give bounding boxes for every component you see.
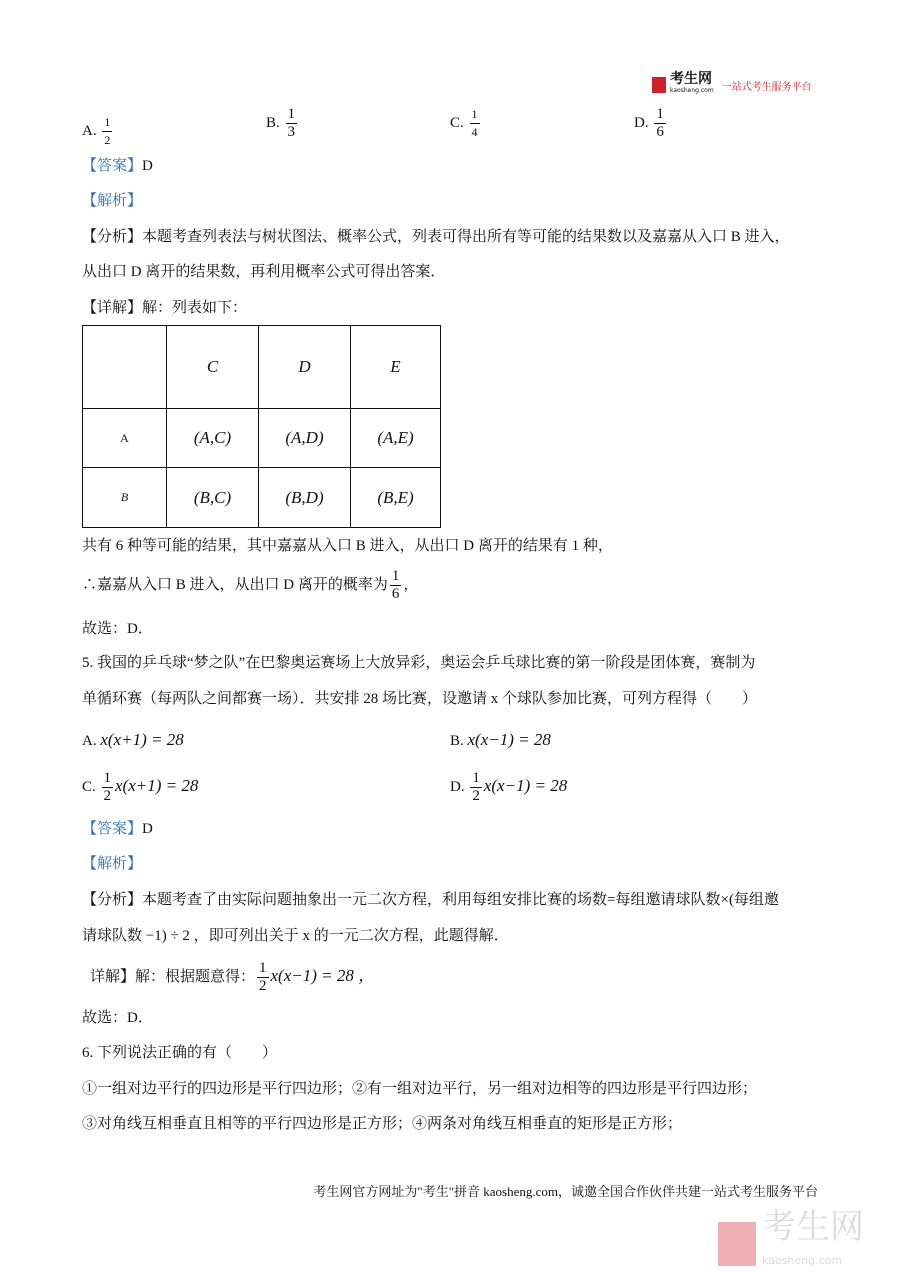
answer: 【答案】D	[82, 158, 153, 174]
q5-analysis-cont: 请球队数 −1) ÷ 2 ，即可列出关于 x 的一元二次方程，此题得解．	[82, 928, 509, 944]
logo-mark-icon	[652, 77, 666, 93]
q5-stem: 5. 我国的乒乓球“梦之队”在巴黎奥运赛场上大放异彩，奥运会乒乓球比赛的第一阶段是团体赛，赛制为	[82, 655, 756, 671]
option-b: B. $\frac{1}{3}$	[266, 106, 296, 140]
option-a: A. $\frac{1}{2}$	[82, 115, 111, 147]
detail: 【详解】解：列表如下：	[82, 300, 248, 316]
q6-statements-2: ③对角线互相垂直且相等的平行四边形是正方形；④两条对角线互相垂直的矩形是正方形；	[82, 1116, 683, 1132]
tagline: 一站式考生服务平台	[721, 81, 812, 93]
analysis-cont: 从出口 D 离开的结果数，再利用概率公式可得出答案．	[82, 264, 446, 280]
choose-line: 故选：D．	[82, 621, 153, 637]
site-logo: 考生网 kaosheng.com 一站式考生服务平台	[652, 73, 812, 97]
q5-option-d: D. $\frac{1}{2}$ x(x−1) = 28	[450, 770, 568, 804]
q5-answer: 【答案】D	[82, 821, 153, 837]
result-line: 共有 6 种等可能的结果，其中嘉嘉从入口 B 进入，从出口 D 离开的结果有 1 种，	[82, 538, 613, 554]
watermark-mark-icon	[718, 1222, 756, 1266]
q5-option-a: A. x(x+1) = 28	[82, 730, 184, 749]
q5-option-b: B. x(x−1) = 28	[450, 730, 551, 749]
q6-statements-1: ①一组对边平行的四边形是平行四边形；②有一组对边平行，另一组对边相等的四边形是平行四边形；	[82, 1081, 758, 1097]
option-c: C. $\frac{1}{4}$	[450, 107, 478, 139]
watermark-logo: 考生网 kaosheng.com	[718, 1210, 864, 1272]
footer-text: 考生网官方网址为"考生"拼音 kaosheng.com，诚邀全国合作伙伴共建一站式考生服务平台	[313, 1184, 818, 1199]
q5-detail: 详解】解：根据题意得： $\frac{1}{2}$ x(x−1) = 28 ，	[90, 960, 376, 994]
q5-option-c: C. $\frac{1}{2}$ x(x+1) = 28	[82, 770, 199, 804]
analysis: 【分析】本题考查列表法与树状图法、概率公式，列表可得出所有等可能的结果数以及嘉嘉从入口 B 进入，	[82, 229, 790, 245]
q5-choose: 故选：D．	[82, 1010, 153, 1026]
jiexi-heading: 【解析】	[82, 193, 143, 209]
outcome-table: C D E A (A,C) (A,D) (A,E) B (B,C) (B,D) (B,E)	[82, 325, 441, 528]
option-d: D. $\frac{1}{6}$	[634, 106, 664, 140]
probability-line: ∴嘉嘉从入口 B 进入，从出口 D 离开的概率为 $\frac{1}{6}$ ，	[82, 568, 419, 602]
q5-stem-cont: 单循环赛（每两队之间都赛一场）．共安排 28 场比赛，设邀请 x 个球队参加比赛，可列方程得（ ）	[82, 691, 758, 707]
q5-analysis: 【分析】本题考查了由实际问题抽象出一元二次方程，利用每组安排比赛的场数=每组邀请球队数×(每组邀	[82, 892, 779, 908]
q5-jiexi: 【解析】	[82, 856, 143, 872]
q6-stem: 6. 下列说法正确的有（ ）	[82, 1045, 278, 1061]
